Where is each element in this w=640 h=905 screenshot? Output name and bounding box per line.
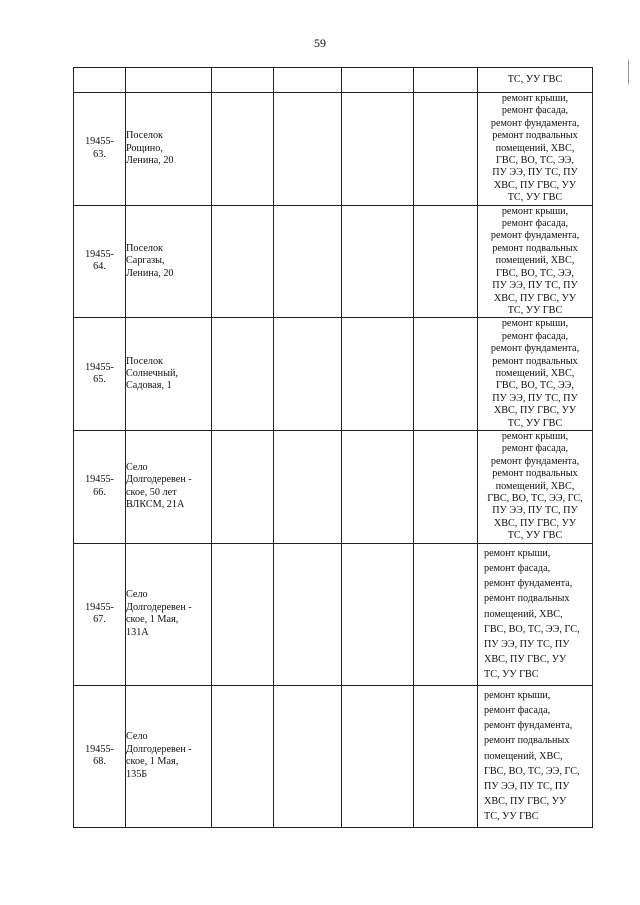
cell-empty [342,430,414,543]
works-table [73,67,593,828]
address-text: Поселок Саргазы, Ленина, 20 [126,242,174,279]
cell-address [126,205,212,318]
cell-number [74,68,126,93]
cell-empty [212,685,274,827]
row-number: 19455- 66. [85,474,114,498]
cell-empty [274,318,342,431]
cell-empty [212,68,274,93]
works-text: ТС, УУ ГВС [507,73,563,85]
row-number: 19455- 67. [85,601,114,626]
cell-empty [414,685,478,827]
cell-empty [212,430,274,543]
cell-address [126,430,212,543]
cell-empty [342,543,414,685]
cell-number [74,205,126,318]
address-text: Село Долгодеревен - ское, 1 Мая, 131А [126,589,192,638]
cell-number [74,543,126,685]
cell-empty [342,205,414,318]
cell-empty [212,93,274,206]
cell-works [478,318,593,431]
table-row [74,685,593,827]
cell-address [126,68,212,93]
table-row [74,93,593,206]
cell-empty [274,430,342,543]
works-text: ремонт крыши, ремонт фасада, ремонт фундамента, ремонт подвальных помещений, ХВС, ГВС, ВО, ТС, ЭЭ, ПУ ЭЭ, ПУ ТС, ПУ ХВС, ПУ ГВС, УУ ТС, УУ ГВС [490,205,580,316]
cell-empty [414,430,478,543]
cell-works [478,685,593,827]
works-text: ремонт крыши, ремонт фасада, ремонт фундамента, ремонт подвальных помещений, ХВС, ГВС, ВО, ТС, ЭЭ, ПУ ЭЭ, ПУ ТС, ПУ ХВС, ПУ ГВС, УУ ТС, УУ ГВС [490,318,580,429]
cell-empty [414,318,478,431]
cell-address [126,93,212,206]
cell-empty [342,93,414,206]
table-row [74,430,593,543]
cell-empty [342,685,414,827]
cell-empty [274,685,342,827]
cell-works [478,543,593,685]
cell-number [74,93,126,206]
cell-works [478,205,593,318]
row-number: 19455- 64. [85,249,114,273]
address-text: Поселок Солнечный, Садовая, 1 [126,355,178,392]
page-number: 59 [314,36,326,50]
table-row [74,318,593,431]
cell-address [126,543,212,685]
row-number: 19455- 63. [85,136,114,160]
row-number: 19455- 68. [85,743,114,768]
cell-works [478,430,593,543]
cell-empty [212,205,274,318]
cell-empty [414,205,478,318]
works-text: ремонт крыши, ремонт фасада, ремонт фундамента, ремонт подвальных помещений, ХВС, ГВС, ВО, ТС, ЭЭ, ГС, ПУ ЭЭ, ПУ ТС, ПУ ХВС, ПУ ГВС, УУ ТС, УУ ГВС [487,430,583,542]
address-text: Село Долгодеревен - ское, 1 Мая, 135Б [126,731,192,780]
cell-works [478,68,593,93]
table-row [74,543,593,685]
cell-empty [274,543,342,685]
address-text: Село Долгодеревен - ское, 50 лет ВЛКСМ, 21А [126,461,192,511]
cell-address [126,685,212,827]
cell-number [74,685,126,827]
cell-number [74,318,126,431]
cell-empty [342,68,414,93]
cell-works [478,93,593,206]
cell-empty [212,543,274,685]
works-text: ремонт крыши, ремонт фасада, ремонт фундамента, ремонт подвальных помещений, ХВС, ГВС, ВО, ТС, ЭЭ, ГС, ПУ ЭЭ, ПУ ТС, ПУ ХВС, ПУ ГВС, УУ ТС, УУ ГВС [484,689,580,823]
cell-number [74,430,126,543]
scan-edge-mark [628,60,629,84]
cell-empty [414,543,478,685]
cell-empty [274,93,342,206]
table-row-continuation [74,68,593,93]
cell-address [126,318,212,431]
cell-empty [274,205,342,318]
cell-empty [212,318,274,431]
cell-empty [414,68,478,93]
works-text: ремонт крыши, ремонт фасада, ремонт фундамента, ремонт подвальных помещений, ХВС, ГВС, ВО, ТС, ЭЭ, ПУ ЭЭ, ПУ ТС, ПУ ХВС, ПУ ГВС, УУ ТС, УУ ГВС [490,93,580,204]
row-number: 19455- 65. [85,361,114,386]
cell-empty [414,93,478,206]
cell-empty [342,318,414,431]
address-text: Поселок Рощино, Ленина, 20 [126,130,174,167]
works-text: ремонт крыши, ремонт фасада, ремонт фундамента, ремонт подвальных помещений, ХВС, ГВС, ВО, ТС, ЭЭ, ГС, ПУ ЭЭ, ПУ ТС, ПУ ХВС, ПУ ГВС, УУ ТС, УУ ГВС [484,547,580,681]
table-row [74,205,593,318]
cell-empty [274,68,342,93]
